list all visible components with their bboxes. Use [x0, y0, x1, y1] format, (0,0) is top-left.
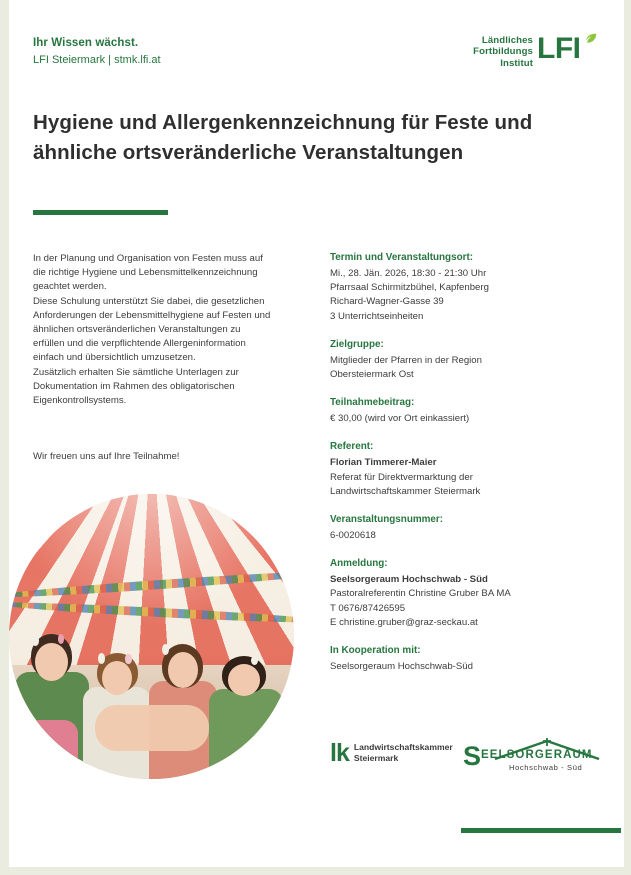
detail-line: Landwirtschaftskammer Steiermark [330, 485, 481, 497]
lfi-logo-mark-text: LFI [537, 32, 581, 65]
detail-title: Zielgruppe: [330, 338, 384, 350]
intro-text [33, 252, 273, 408]
details-column [330, 251, 600, 688]
detail-line: Pfarrsaal Schirmitzbühel, Kapfenberg [330, 282, 489, 294]
seelsorgeraum-initial: S [463, 741, 482, 771]
detail-line: 6-0020618 [330, 530, 376, 542]
photo-person-1 [15, 631, 89, 779]
detail-title: Anmeldung: [330, 558, 388, 570]
intro-paragraph-3: Zusätzlich erhalten Sie sämtliche Unterlagen zur Dokumentation im Rahmen des obligatorischen Eigenkontrollsystems. [33, 366, 239, 407]
lfi-logo-mark [537, 32, 595, 70]
detail-block-kooperation [330, 644, 600, 674]
detail-line: Florian Timmerer-Maier [330, 457, 437, 469]
lfi-logo-line2: Fortbildungs [473, 46, 533, 58]
detail-line: Obersteiermark Ost [330, 369, 414, 381]
page-title: Hygiene und Allergenkennzeichnung für Feste und ähnliche ortsveränderliche Veranstaltungen [33, 111, 533, 164]
leaf-icon [584, 33, 597, 46]
intro-closing: Wir freuen uns auf Ihre Teilnahme! [33, 451, 180, 463]
bottom-edge-bar [0, 867, 631, 875]
detail-line: 3 Unterrichtseinheiten [330, 310, 424, 322]
detail-title: Teilnahmebeitrag: [330, 397, 415, 409]
lk-logo [330, 740, 453, 766]
lfi-logo-line3: Institut [500, 57, 533, 69]
detail-block-referent [330, 440, 600, 499]
left-edge-bar [0, 0, 9, 875]
detail-line: Mitglieder der Pfarren in der Region [330, 354, 482, 366]
intro-paragraph-2: Diese Schulung unterstützt Sie dabei, die gesetzlichen Anforderungen der Lebensmittelhygiene auf Festen und ähnlichen ortsveränderlichen Veranstaltungen zu erfüllen und die verpflichtende Allergeninformation einfach und übersichtlich umzusetzen. [33, 295, 271, 364]
seelsorgeraum-logo [463, 736, 611, 782]
photo-credit: © stock.adobe.com [9, 679, 15, 727]
detail-title: Veranstaltungsnummer: [330, 514, 444, 526]
detail-line: € 30,00 (wird vor Ort einkassiert) [330, 413, 470, 425]
detail-line: Seelsorgeraum Hochschwab - Süd [330, 574, 488, 586]
photo-person-4 [209, 651, 283, 779]
bottom-accent-bar [461, 828, 621, 833]
title-rule [33, 210, 168, 215]
intro-column [33, 252, 273, 464]
detail-block-veranstaltungsnummer [330, 513, 600, 543]
lk-logo-mark: lk [330, 739, 349, 767]
event-photo [9, 494, 294, 779]
detail-block-zielgruppe [330, 338, 600, 382]
detail-line: Seelsorgeraum Hochschwab-Süd [330, 661, 473, 673]
detail-line: Referat für Direktvermarktung der [330, 471, 473, 483]
detail-line: Pastoralreferentin Christine Gruber BA MA [330, 588, 511, 600]
detail-line: Richard-Wagner-Gasse 39 [330, 296, 444, 308]
right-edge-bar [624, 0, 631, 875]
detail-block-teilnahmebeitrag [330, 396, 600, 426]
detail-title: Termin und Veranstaltungsort: [330, 252, 474, 263]
detail-title: Referent: [330, 441, 374, 453]
lk-logo-words [354, 742, 453, 764]
lk-logo-line2: Steiermark [353, 753, 399, 763]
detail-line: Mi., 28. Jän. 2026, 18:30 - 21:30 Uhr [330, 268, 487, 279]
lfi-logo [473, 32, 595, 70]
seelsorgeraum-name: EELSORGERAUM [481, 749, 593, 761]
photo-hands-stack [95, 705, 209, 751]
detail-title: In Kooperation mit: [330, 645, 421, 657]
detail-block-anmeldung [330, 557, 600, 630]
header-subline: LFI Steiermark | stmk.lfi.at [33, 54, 161, 66]
detail-block-termin [330, 251, 600, 324]
intro-paragraph-1: In der Planung und Organisation von Festen muss auf die richtige Hygiene und Lebensmittelkennzeichnung geachtet werden. [33, 253, 263, 293]
header-claim: Ihr Wissen wächst. [33, 37, 139, 49]
lk-logo-line1: Landwirtschaftskammer [353, 742, 453, 752]
detail-line: T 0676/87426595 [330, 602, 406, 614]
lfi-logo-line1: Ländliches [481, 35, 533, 46]
seelsorgeraum-subtitle: Hochschwab - Süd [509, 763, 583, 772]
footer-logos [330, 736, 610, 784]
event-photo-circle [9, 494, 294, 779]
detail-line-email[interactable]: E christine.gruber@graz-seckau.at [330, 616, 478, 628]
lfi-logo-words [473, 32, 537, 69]
